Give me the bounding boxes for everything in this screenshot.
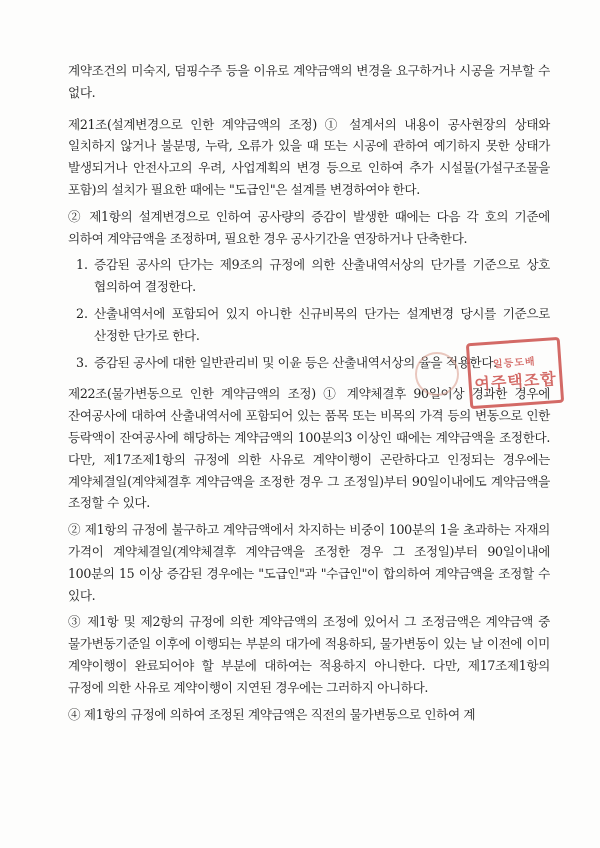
article-21-clause-2: ② 제1항의 설계변경으로 인하여 공사량의 증감이 발생한 때에는 다음 각 호의 기준에 의하여 계약금액을 조정하며, 필요한 경우 공사기간을 연장하거나 단축한다. xyxy=(68,208,550,246)
article-22-clause-3: ③ 제1항 및 제2항의 규정에 의한 계약금액의 조정에 있어서 그 조정금액은 계약금액 중 물가변동기준일 이후에 이행되는 부분의 대가에 적용하되, 물가변동이 있는 날 이전에 이미 계약이행이 완료되어야 할 부분에 대하여는 적용하지 아니한다. 다만, 제17조제1항의 규정에 의한 사유로 계약이행이 지연된 경우에는 그러하지 아니하다. xyxy=(68,614,550,695)
stamp-line-2: 여주택조합 xyxy=(473,369,558,394)
list-item-number: 1. xyxy=(76,257,89,273)
list-item xyxy=(76,303,550,347)
article-21-clause-1: 제21조(설계변경으로 인한 계약금액의 조정) ① 설계서의 내용이 공사현장의 상태와 일치하지 않거나 불분명, 누락, 오류가 있을 때 또는 시공에 관하여 예기하지 못한 상태가 발생되거나 안전사고의 우려, 사업계획의 변경 등으로 인하여 추가 시설물(가설구조물을 포함)의 설치가 필요한 때에는 "도급인"은 설계를 변경하여야 한다. xyxy=(68,116,550,197)
stamp-icon xyxy=(466,337,564,409)
article-22-clause-1: 제22조(물가변동으로 인한 계약금액의 조정) ① 계약체결후 90일이상 경과한 경우에 잔여공사에 대하여 산출내역서에 포함되어 있는 품목 또는 비목의 가격 등의 변동으로 인한 등락액이 잔여공사에 해당하는 계약금액의 100분의3 이상인 때에는 계약금액을 조정한다. 다만, 제17조제1항의 규정에 의한 사유로 계약이행이 곤란하다고 인정되는 경우에는 계약체결일(계약체결후 계약금액을 조정한 경우 그 조정일)부터 90일이내에도 계약금액을 조정할 수 있다. xyxy=(68,386,550,511)
list-item-number: 2. xyxy=(76,305,89,321)
seal-icon xyxy=(415,352,459,396)
stamp-line-1: 일등도배 xyxy=(492,356,536,371)
list-item-text: 산출내역서에 포함되어 있지 아니한 신규비목의 단가는 설계변경 당시를 기준으로 산정한 단가로 한다. xyxy=(94,305,550,343)
list-item xyxy=(76,254,550,298)
article-22-clause-2: ② 제1항의 규정에 불구하고 계약금액에서 차지하는 비중이 100분의 1을 초과하는 자재의 가격이 계약체결일(계약체결후 계약금액을 조정한 경우 그 조정일)부터 90일이내에 100분의 15 이상 증감된 경우에는 "도급인"과 "수급인"이 합의하여 계약금액을 조정할 수 있다. xyxy=(68,522,550,603)
list-item-number: 3. xyxy=(76,354,89,370)
paragraph-continuation: 계약조건의 미숙지, 덤핑수주 등을 이유로 계약금액의 변경을 요구하거나 시공을 거부할 수 없다. xyxy=(68,63,550,100)
article-22-clause-4: ④ 제1항의 규정에 의하여 조정된 계약금액은 직전의 물가변동으로 인하여 계 xyxy=(68,706,476,722)
list-item-text: 증감된 공사에 대한 일반관리비 및 이윤 등은 산출내역서상의 율을 적용한다. xyxy=(94,354,497,370)
list-item-text: 증감된 공사의 단가는 제9조의 규정에 의한 산출내역서상의 단가를 기준으로 상호 협의하여 결정한다. xyxy=(94,257,550,295)
